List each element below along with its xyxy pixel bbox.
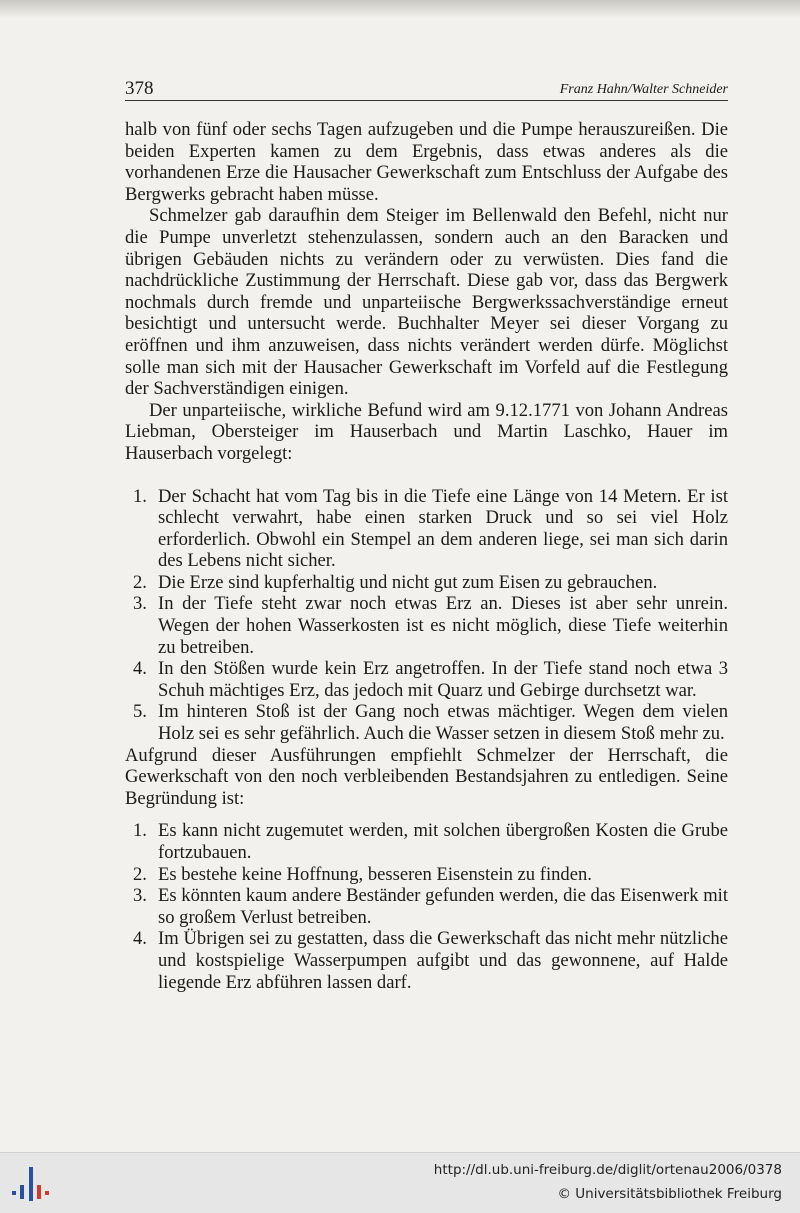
list-item	[125, 572, 728, 594]
list-item	[125, 658, 728, 701]
list-item	[125, 486, 728, 572]
list-number: 1.	[133, 485, 147, 507]
running-head: Franz Hahn/Walter Schneider	[559, 82, 728, 97]
list-item-text: Der Schacht hat vom Tag bis in die Tiefe eine Länge von 14 Metern. Er ist schlecht verwahrt, habe einen starken Druck und so sei viel Holz erforderlich. Obwohl ein Stempel an dem anderen liege, sei man sich darin des Lebens nicht sicher.	[158, 485, 728, 572]
list-item	[125, 701, 728, 744]
list-item	[125, 593, 728, 658]
list-number: 1.	[133, 820, 147, 842]
digital-copy-link[interactable]: http://dl.ub.uni-freiburg.de/diglit/ortenau2006/0378	[433, 1162, 782, 1178]
page-number: 378	[125, 78, 154, 99]
findings-list	[125, 486, 728, 745]
list-item	[125, 928, 728, 993]
page-body	[125, 119, 728, 993]
list-number: 3.	[133, 885, 147, 907]
copyright-notice: © Universitätsbibliothek Freiburg	[557, 1186, 782, 1202]
scan-top-edge	[0, 0, 800, 18]
list-number: 4.	[133, 658, 147, 680]
reasons-list	[125, 820, 728, 993]
page-header	[125, 76, 728, 101]
list-item-text: Die Erze sind kupferhaltig und nicht gut zum Eisen zu gebrauchen.	[158, 571, 658, 593]
list-number: 3.	[133, 593, 147, 615]
list-number: 5.	[133, 701, 147, 723]
list-number: 2.	[133, 863, 147, 885]
paragraph: halb von fünf oder sechs Tagen aufzugeben und die Pumpe herauszureißen. Die beiden Experten kamen zu dem Ergebnis, dass etwas anderes als die vorhandenen Erze die Hausacher Gewerkschaft zum Entschluss der Aufgabe des Bergwerks gebracht haben müsse.	[125, 119, 728, 205]
paragraph: Der unparteiische, wirkliche Befund wird am 9.12.1771 von Johann Andreas Liebman, Obersteiger im Hauserbach und Martin Laschko, Hauer im Hauserbach vorgelegt:	[125, 399, 728, 464]
list-number: 4.	[133, 928, 147, 950]
list-item-text: Es kann nicht zugemutet werden, mit solchen übergroßen Kosten die Grube fortzubauen.	[158, 820, 728, 863]
list-item	[125, 820, 728, 863]
paragraph: Aufgrund dieser Ausführungen empfiehlt Schmelzer der Herrschaft, die Gewerkschaft von den noch verbleibenden Bestandsjahren zu entledigen. Seine Begründung ist:	[125, 744, 728, 809]
list-item	[125, 864, 728, 886]
list-item-text: Im hinteren Stoß ist der Gang noch etwas mächtiger. Wegen dem vielen Holz sei es sehr gefährlich. Auch die Wasser setzen in diesem Stoß mehr zu.	[158, 701, 728, 745]
list-item-text: Es könnten kaum andere Beständer gefunden werden, die das Eisenwerk mit so großem Verlust betreiben.	[158, 885, 728, 928]
list-item-text: In den Stößen wurde kein Erz angetroffen. In der Tiefe stand noch etwa 3 Schuh mächtiges Erz, das jedoch mit Quarz und Gebirge durchsetzt war.	[158, 658, 728, 701]
ub-freiburg-logo-icon	[10, 1165, 52, 1203]
list-item-text: In der Tiefe steht zwar noch etwas Erz an. Dieses ist aber sehr unrein. Wegen der hohen Wasserkosten ist es nicht möglich, diese Tiefe weiterhin zu betreiben.	[158, 593, 728, 658]
list-number: 2.	[133, 571, 147, 593]
list-item-text: Im Übrigen sei zu gestatten, dass die Gewerkschaft das nicht mehr nützliche und kostspielige Wasserpumpen aufgibt und das gewonnene, auf Halde liegende Erz abführen lassen darf.	[158, 928, 728, 993]
list-item	[125, 885, 728, 928]
library-footer	[0, 1152, 800, 1213]
list-item-text: Es bestehe keine Hoffnung, besseren Eisenstein zu finden.	[158, 863, 592, 885]
paragraph: Schmelzer gab daraufhin dem Steiger im Bellenwald den Befehl, nicht nur die Pumpe unverletzt stehenzulassen, sondern auch an den Baracken und übrigen Gebäuden nichts zu verändern oder zu verwüsten. Dies fand die nachdrückliche Zustimmung der Herrschaft. Diese gab vor, dass das Bergwerk nochmals durch fremde und unparteiische Bergwerkssachverständige erneut besichtigt und untersucht werde. Buchhalter Meyer sei dieser Vorgang zu eröffnen und ihm anzuweisen, dass nichts verändert werden dürfe. Möglichst solle man sich mit der Hausacher Gewerkschaft im Vorfeld auf die Festlegung der Sachverständigen einigen.	[125, 205, 728, 400]
